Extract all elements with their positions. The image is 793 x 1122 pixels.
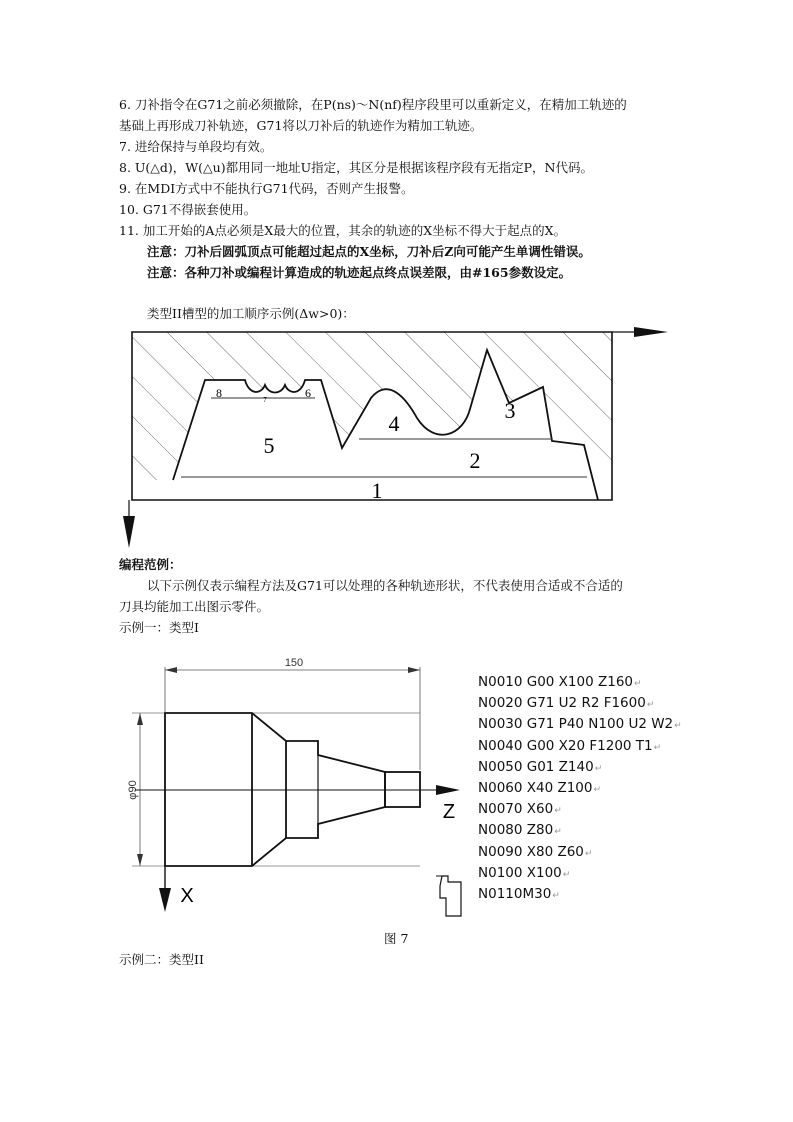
program-line-6: N0060 X40 Z100↵ — [478, 780, 602, 797]
dim-length-label: 150 — [284, 657, 304, 669]
program-line-9: N0090 X80 Z60↵ — [478, 843, 593, 860]
program-line-3: N0030 G71 P40 N100 U2 W2↵ — [478, 716, 682, 733]
part-drawing — [120, 650, 470, 920]
program-line-1: N0010 G00 X100 Z160↵ — [478, 674, 642, 690]
program-line-10: N0100 X100↵ — [478, 864, 571, 881]
region-label-6: 6 — [305, 386, 311, 400]
example-paragraph-1: 以下示例仅表示编程方法及G71可以处理的各种轨迹形状，不代表使用合适或不合适的 — [147, 578, 623, 593]
program-line-2: N0020 G71 U2 R2 F1600↵ — [478, 695, 655, 712]
region-label-5: 5 — [263, 433, 275, 458]
program-line-4: N0040 G00 X20 F1200 T1↵ — [478, 737, 662, 754]
note-2: 注意：各种刀补或编程计算造成的轨迹起点终点误差限，由#165参数设定。 — [147, 265, 572, 280]
z-axis-arrow — [634, 327, 668, 337]
program-line-8: N0080 Z80↵ — [478, 822, 562, 839]
item-11: 11. 加工开始的A点必须是X最大的位置，其余的轨迹的X坐标不得大于起点的X。 — [119, 223, 567, 238]
item-9: 9. 在MDI方式中不能执行G71代码，否则产生报警。 — [119, 181, 414, 196]
example-heading: 编程范例： — [119, 557, 182, 572]
tool-icon — [434, 872, 464, 920]
program-line-5: N0050 G01 Z140↵ — [478, 758, 603, 775]
dim-diameter-label: φ90 — [127, 780, 139, 800]
example-2-label: 示例二：类型II — [119, 952, 204, 967]
groove-diagram — [115, 320, 675, 550]
item-10: 10. G71不得嵌套使用。 — [119, 202, 257, 217]
program-line-11: N0110M30↵ — [478, 886, 560, 903]
region-label-4: 4 — [388, 411, 400, 436]
example-1-label: 示例一：类型I — [119, 620, 199, 635]
example-paragraph-2: 刀具均能加工出图示零件。 — [119, 599, 270, 614]
item-6-line-2: 基础上再形成刀补轨迹，G71将以刀补后的轨迹作为精加工轨迹。 — [119, 118, 483, 133]
program-line-7: N0070 X60↵ — [478, 801, 562, 818]
region-label-8: 8 — [216, 386, 222, 400]
region-label-7: 7 — [263, 396, 267, 404]
figure-1-caption: 类型II槽型的加工顺序示例(Δw>0)： — [147, 306, 355, 321]
item-6-line-1: 6. 刀补指令在G71之前必须撤除，在P(ns)～N(nf)程序段里可以重新定义，在精加工轨迹的 — [119, 97, 627, 112]
x-axis-arrow-2 — [159, 888, 171, 912]
z-axis-label: Z — [442, 801, 456, 823]
item-8: 8. U(△d)，W(△u)都用同一地址U指定，其区分是根据该程序段有无指定P，N代码。 — [119, 160, 593, 175]
x-axis-label: X — [180, 885, 194, 907]
note-1: 注意：刀补后圆弧顶点可能超过起点的X坐标，刀补后Z向可能产生单调性错误。 — [147, 244, 591, 259]
region-label-1: 1 — [371, 478, 383, 503]
region-label-2: 2 — [469, 448, 481, 473]
region-label-3: 3 — [504, 398, 516, 423]
stock-hatch — [132, 332, 612, 480]
z-axis-arrow-2 — [436, 785, 460, 795]
x-axis-arrow — [123, 516, 135, 548]
figure-2-caption: 图 7 — [384, 931, 409, 946]
item-7: 7. 进给保持与单段均有效。 — [119, 139, 273, 154]
program-listing — [478, 673, 682, 906]
